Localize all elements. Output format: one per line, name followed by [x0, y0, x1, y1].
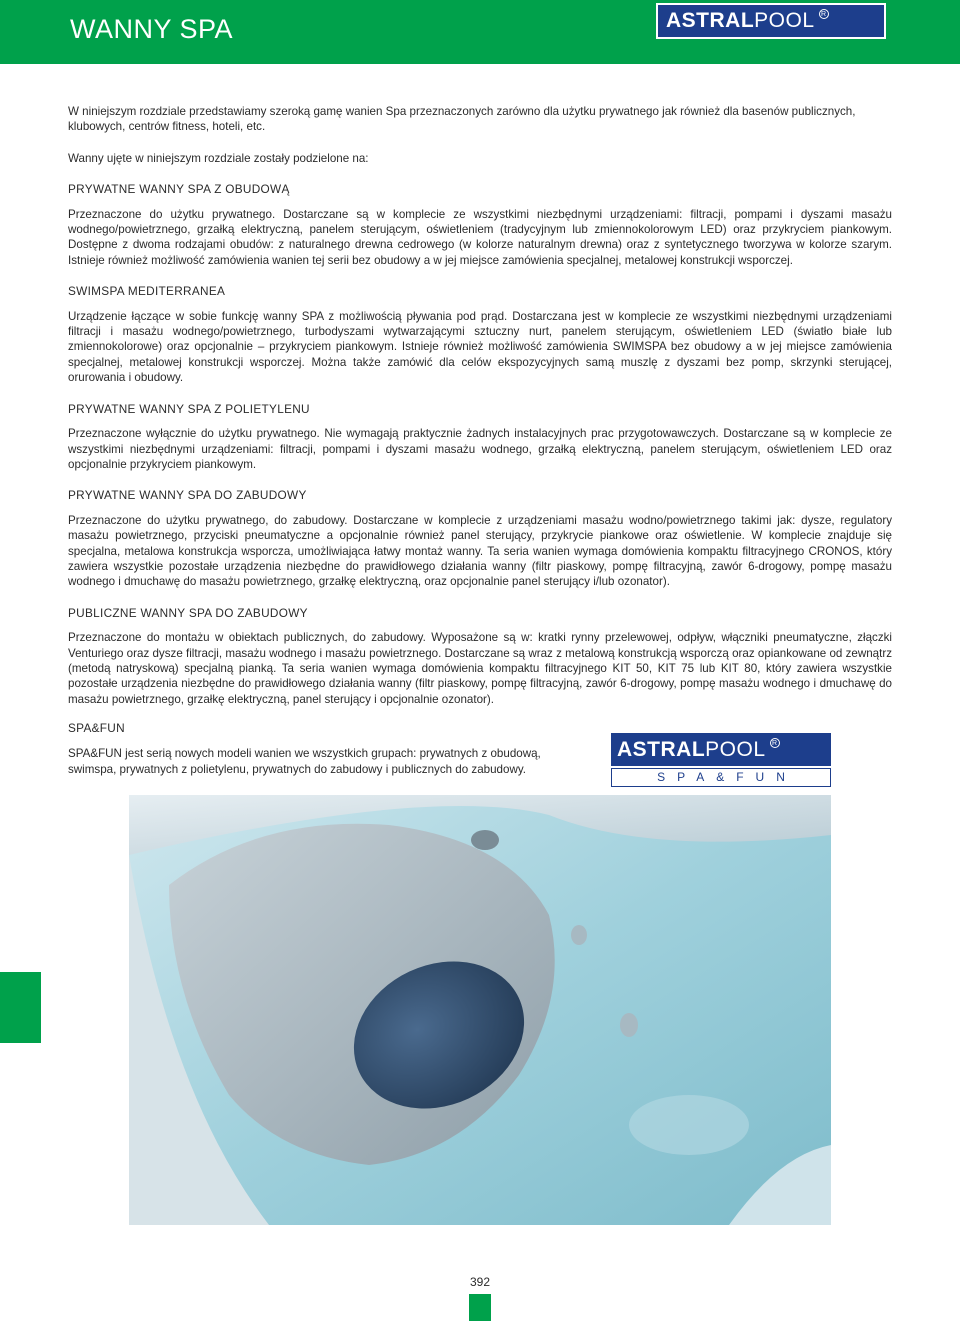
main-content	[68, 104, 892, 707]
section-heading-polyethylene: PRYWATNE WANNY SPA Z POLIETYLENU	[68, 401, 310, 416]
section-text-swimspa: Urządzenie łączące w sobie funkcję wanny SPA z możliwością pływania pod prąd. Dostarczana jest w komplecie ze wszystkimi niezbędnymi urządzeniami filtracji i masażu wodnego/powietrznego, turbodyszami wytwarzającymi sztuczny nurt, panelem sterującym, oświetleniem LED (światło białe lub zmiennokolorowe) oraz opcjonalnie – przykryciem piankowym. Istnieje również możliwość zamówienia SWIMSPA bez obudowy a w jej miejsce zamówienia specjalnej, metalowej konstrukcji wsporczej. Można także zamówić dla celów ekspozycyjnych samą muszlę z dyszami bez pomp, skrzynki sterującej, orurowania i obudowy.	[68, 309, 892, 385]
intro-categories-paragraph: Wanny ujęte w niniejszym rozdziale zostały podzielone na:	[68, 151, 369, 165]
spafun-text: SPA&FUN jest serią nowych modeli wanien we wszystkich grupach: prywatnych z obudową, swimspa, prywatnych z polietylenu, prywatnych do zabudowy i publicznych do zabudowy.	[68, 747, 541, 776]
logo-astral-text: ASTRAL	[666, 9, 755, 32]
logo-pool-text: POOL	[754, 9, 815, 32]
registered-mark-icon: R	[819, 9, 829, 19]
spafun-logo	[611, 733, 831, 787]
page-title: WANNY SPA	[70, 14, 234, 44]
spa-photo-illustration	[129, 795, 831, 1225]
spa-headrest-photo	[129, 795, 831, 1225]
registered-mark-icon: R	[770, 738, 780, 748]
page-number: 392	[469, 1275, 491, 1289]
section-text-private-with-casing: Przeznaczone do użytku prywatnego. Dostarczane są w komplecie ze wszystkimi niezbędnymi urządzeniami: filtracji, pompami i dyszami masażu wodnego/powietrznego, grzałką elektryczną, panelem sterującym, oświetleniem (tradycyjnym lub zmiennokolorowym LED) oraz przykryciem piankowym. Dostępne z dwoma rodzajami obudów: z naturalnego drewna cedrowego (w kolorze naturalnym drewna) oraz z syntetycznego tworzywa w kolorze szarym. Istnieje również możliwość zamówienia wanien tej serii bez obudowy a w jej miejsce zamówienia specjalnej, metalowej konstrukcji wsporczej.	[68, 207, 892, 267]
page-header	[0, 0, 960, 64]
section-text-public-built-in: Przeznaczone do montażu w obiektach publicznych, do zabudowy. Wyposażone są w: kratki rynny przelewowej, odpływ, włączniki pneumatyczne, złączki Venturiego oraz dysze filtracji, masażu wodnego i masażu powietrznego. Dostarczane są wraz z metalową konstrukcją wsporczą oraz opiankowane od zewnątrz (metodą natryskową) specjalną pianką. Ta seria wanien wymaga domówienia kompaktu filtracyjnego KIT 50, KIT 75 lub KIT 80, który zawiera wszystkie pozostałe urządzenia niezbędne do prawidłowego działania wanny (filtr piaskowy, pompę filtracyjną, zawór 6-drogowy, pompę masażu wodnego i dmuchawę do masażu powietrznego, grzałkę elektryczną, panel sterujący i opcjonalnie ozonator).	[68, 631, 892, 706]
astralpool-logo	[656, 3, 886, 39]
section-heading-private-with-casing: PRYWATNE WANNY SPA Z OBUDOWĄ	[68, 182, 290, 197]
spafun-logo-pool-text: POOL	[705, 737, 766, 761]
spafun-logo-subtitle: SPA&FUN	[611, 768, 831, 787]
page-number-tab	[469, 1294, 491, 1321]
section-heading-public-built-in: PUBLICZNE WANNY SPA DO ZABUDOWY	[68, 605, 308, 620]
section-text-polyethylene: Przeznaczone wyłącznie do użytku prywatnego. Nie wymagają praktycznie żadnych instalacyjnych prac przygotowawczych. Dostarczane są w komplecie ze wszystkimi niezbędnymi urządzeniami: filtracji, pompami i dyszami masażu wodnego, grzałką elektryczną, panelem sterującym, oświetleniem LED oraz opcjonalnie przykryciem piankowym.	[68, 427, 892, 471]
section-heading-swimspa: SWIMSPA MEDITERRANEA	[68, 284, 226, 299]
spafun-logo-brand	[611, 733, 831, 766]
spafun-heading: SPA&FUN	[68, 721, 125, 735]
intro-paragraph: W niniejszym rozdziale przedstawiamy szeroką gamę wanien Spa przeznaczonych zarówno dla użytku prywatnego jak również dla basenów publicznych, klubowych, centrów fitness, hoteli, etc.	[68, 105, 856, 134]
section-text-private-built-in: Przeznaczone do użytku prywatnego, do zabudowy. Dostarczane w komplecie z urządzeniami masażu wodno/powietrznego takimi jak: dysze, regulatory masażu powietrznego, przyciski pneumatyczne a opcjonalnie również panel sterujący, przykrycie piankowe oraz oświetlenie. W komplecie znajduje się specjalna, metalowa konstrukcja wsporcza, umożliwiająca łatwy montaż wanny. Ta seria wanien wymaga domówienia kompaktu filtracyjnego CRONOS, który zawiera wszystkie pozostałe urządzenia niezbędne do prawidłowego działania wanny (filtr piaskowy, pompę filtracyjną, zawór 6-drogowy, pompę masażu wodnego i dmuchawę do masażu powietrznego, grzałkę elektryczną, oraz opcjonalnie panel sterujący i/lub ozonator).	[68, 513, 892, 589]
section-heading-private-built-in: PRYWATNE WANNY SPA DO ZABUDOWY	[68, 488, 307, 503]
side-section-tab	[0, 972, 41, 1043]
spafun-logo-astral-text: ASTRAL	[617, 737, 706, 761]
